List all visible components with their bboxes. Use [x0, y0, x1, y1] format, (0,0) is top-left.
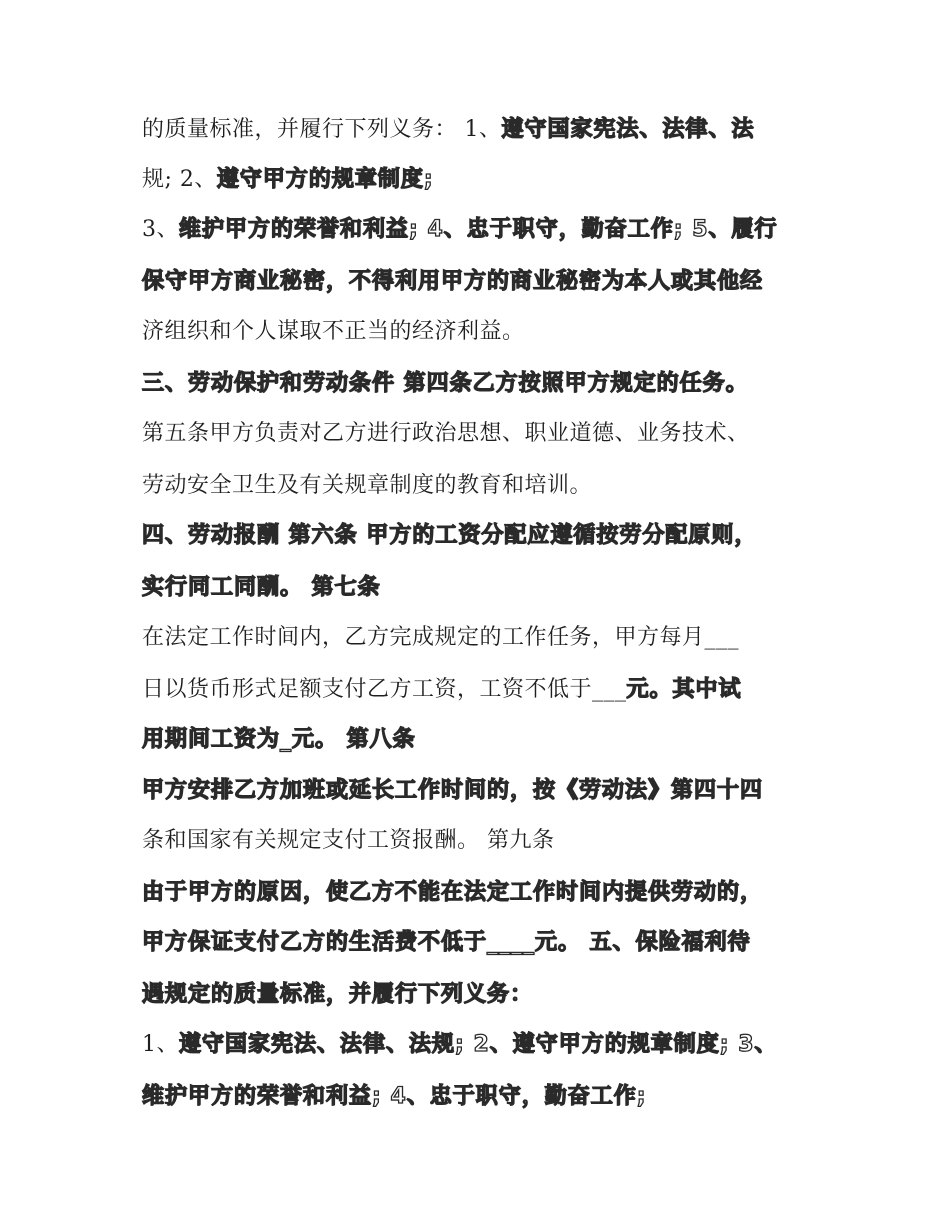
text-line [142, 1082, 832, 1112]
text-line [142, 369, 832, 399]
text-segment: 第五条甲方负责对乙方进行政治思想、职业道德、业务技术、 [142, 421, 750, 446]
text-line [142, 215, 832, 245]
text-line [142, 317, 832, 347]
text-segment: 甲方安排乙方加班或延长工作时间的，按《劳动法》第四十四 [142, 778, 764, 803]
text-line [142, 878, 832, 908]
text-segment: 遵守国家宪法、法律、法 [501, 117, 755, 142]
text-segment: 在法定工作时间内，乙方完成规定的工作任务，甲方每月___ [142, 625, 740, 650]
text-line [142, 573, 832, 603]
text-line [142, 826, 832, 856]
text-line [142, 267, 832, 297]
text-line [142, 115, 832, 145]
text-line [142, 165, 832, 195]
text-segment: 3、 [142, 217, 179, 242]
text-segment: 元。其中试 [626, 677, 742, 702]
text-segment: 1、 [142, 1032, 179, 1057]
text-line [142, 419, 832, 449]
text-segment: 保守甲方商业秘密，不得利用甲方的商业秘密为本人或其他经 [142, 269, 764, 294]
text-line [142, 623, 832, 653]
text-segment: 遇规定的质量标准，并履行下列义务： [142, 982, 534, 1007]
text-line [142, 980, 832, 1010]
text-segment: 维护甲方的荣誉和利益; 4、忠于职守，勤奋工作; 5、履行 [179, 217, 778, 242]
text-segment: 劳动安全卫生及有关规章制度的教育和培训。 [142, 473, 593, 498]
text-line [142, 675, 832, 705]
text-segment: 维护甲方的荣誉和利益; 4、忠于职守，勤奋工作; [142, 1084, 647, 1109]
text-line [142, 1030, 832, 1060]
text-line [142, 521, 832, 551]
text-segment: 用期间工资为_元。 第八条 [142, 727, 416, 752]
text-segment: 济组织和个人谋取不正当的经济利益。 [142, 319, 525, 344]
text-segment: 条和国家有关规定支付工资报酬。 第九条 [142, 828, 555, 853]
text-segment: 三、劳动保护和劳动条件 第四条乙方按照甲方规定的任务。 [142, 371, 749, 396]
text-line [142, 725, 832, 755]
text-segment: 实行同工同酬。 第七条 [142, 575, 381, 600]
text-segment: 甲方保证支付乙方的生活费不低于____元。 五、保险福利待 [142, 930, 751, 955]
text-segment: 由于甲方的原因，使乙方不能在法定工作时间内提供劳动的， [142, 880, 764, 905]
text-line [142, 928, 832, 958]
text-segment: 四、劳动报酬 第六条 甲方的工资分配应遵循按劳分配原则， [142, 523, 758, 548]
text-segment: 规; 2、 [142, 167, 217, 192]
text-segment: 遵守国家宪法、法律、法规; 2、遵守甲方的规章制度; 3、 [179, 1032, 778, 1057]
text-line [142, 471, 832, 501]
text-segment: 的质量标准，并履行下列义务： 1、 [142, 117, 502, 142]
text-segment: 遵守甲方的规章制度; [216, 167, 434, 192]
text-segment: 日以货币形式足额支付乙方工资，工资不低于___ [142, 677, 627, 702]
text-line [142, 776, 832, 806]
